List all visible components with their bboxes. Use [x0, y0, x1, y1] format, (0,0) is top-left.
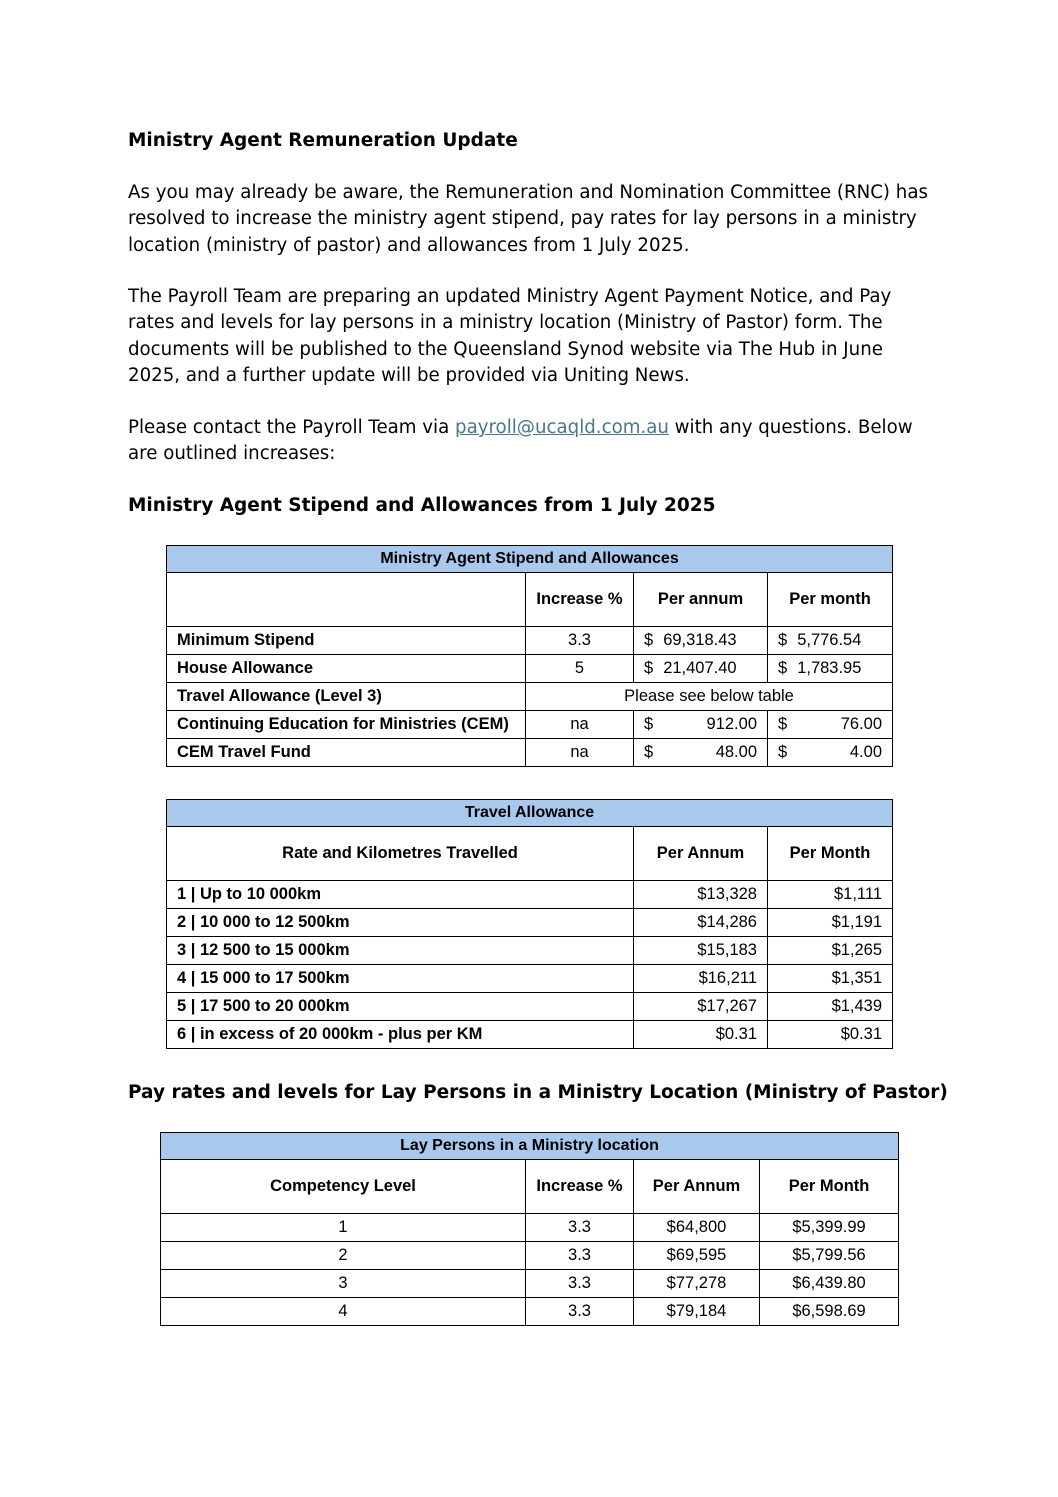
- contact-text: with any questions. Below: [668, 417, 913, 438]
- payroll-line: rates and levels for lay persons in a ministry location (Ministry of Pastor) form. The: [128, 312, 883, 334]
- contact-line: [128, 415, 928, 441]
- rate-cell: 6 | in excess of 20 000km - plus per KM: [167, 1021, 634, 1049]
- table-row: [161, 1242, 899, 1270]
- column-header: Increase %: [526, 1160, 634, 1214]
- per-month-cell: $1,191: [768, 909, 893, 937]
- travel-note-cell: Please see below table: [526, 683, 893, 711]
- column-header: Per annum: [634, 573, 768, 627]
- table-row: [167, 937, 893, 965]
- rate-cell: 4 | 15 000 to 17 500km: [167, 965, 634, 993]
- competency-level-cell: 1: [161, 1214, 526, 1242]
- table-row: [167, 993, 893, 1021]
- increase-cell: na: [526, 711, 634, 739]
- per-month-cell: $5,399.99: [760, 1214, 899, 1242]
- section-heading-lay-persons: Pay rates and levels for Lay Persons in a Ministry Location (Ministry of Pastor): [128, 1082, 948, 1103]
- table-caption: Ministry Agent Stipend and Allowances: [167, 546, 893, 573]
- contact-text: Please contact the Payroll Team via: [128, 417, 456, 438]
- per-annum-cell: $17,267: [634, 993, 768, 1021]
- payroll-line: 2025, and a further update will be provided via Uniting News.: [128, 364, 690, 386]
- per-month-cell: $1,351: [768, 965, 893, 993]
- per-month-cell: $0.31: [768, 1021, 893, 1049]
- table-row: [167, 683, 893, 711]
- table-row: [161, 1214, 899, 1242]
- per-annum-cell: $77,278: [634, 1270, 760, 1298]
- per-annum-cell: $ 21,407.40: [634, 655, 768, 683]
- increase-cell: na: [526, 739, 634, 767]
- per-annum-cell: $64,800: [634, 1214, 760, 1242]
- per-annum-cell: $13,328: [634, 881, 768, 909]
- per-annum-cell: $14,286: [634, 909, 768, 937]
- per-month-cell: $ 5,776.54: [768, 627, 893, 655]
- table-row: [167, 627, 893, 655]
- rate-cell: 2 | 10 000 to 12 500km: [167, 909, 634, 937]
- intro-paragraph: [128, 180, 928, 259]
- intro-line: As you may already be aware, the Remuneration and Nomination Committee (RNC) has: [128, 182, 928, 203]
- competency-level-cell: 2: [161, 1242, 526, 1270]
- page-title: Ministry Agent Remuneration Update: [128, 130, 518, 151]
- per-month-cell: $5,799.56: [760, 1242, 899, 1270]
- per-annum-cell: $ 69,318.43: [634, 627, 768, 655]
- column-header: Rate and Kilometres Travelled: [167, 827, 634, 881]
- row-label: Travel Allowance (Level 3): [167, 683, 526, 711]
- column-header: [167, 573, 526, 627]
- payroll-email-link[interactable]: payroll@ucaqld.com.au: [455, 417, 669, 438]
- payroll-line: The Payroll Team are preparing an updated Ministry Agent Payment Notice, and Pay: [128, 286, 892, 307]
- column-header: Increase %: [526, 573, 634, 627]
- per-annum-cell: $69,595: [634, 1242, 760, 1270]
- increase-cell: 5: [526, 655, 634, 683]
- column-header: Competency Level: [161, 1160, 526, 1214]
- contact-paragraph: [128, 415, 928, 468]
- table-row: [167, 1021, 893, 1049]
- per-month-cell: $6,439.80: [760, 1270, 899, 1298]
- per-annum-cell: $ 48.00: [634, 739, 768, 767]
- table-row: [167, 909, 893, 937]
- contact-line: are outlined increases:: [128, 443, 336, 465]
- column-header: Per month: [768, 573, 893, 627]
- per-annum-cell: $15,183: [634, 937, 768, 965]
- competency-level-cell: 4: [161, 1298, 526, 1326]
- lay-persons-table: [160, 1132, 899, 1326]
- per-annum-cell: $ 912.00: [634, 711, 768, 739]
- per-month-cell: $6,598.69: [760, 1298, 899, 1326]
- table-caption: Lay Persons in a Ministry location: [161, 1133, 899, 1160]
- intro-line: location (ministry of pastor) and allowances from 1 July 2025.: [128, 234, 690, 256]
- rate-cell: 3 | 12 500 to 15 000km: [167, 937, 634, 965]
- row-label: House Allowance: [167, 655, 526, 683]
- stipend-table: [166, 545, 893, 767]
- row-label: Continuing Education for Ministries (CEM): [167, 711, 526, 739]
- per-month-cell: $1,111: [768, 881, 893, 909]
- increase-cell: 3.3: [526, 627, 634, 655]
- row-label: CEM Travel Fund: [167, 739, 526, 767]
- table-row: [161, 1298, 899, 1326]
- rate-cell: 1 | Up to 10 000km: [167, 881, 634, 909]
- payroll-line: documents will be published to the Queensland Synod website via The Hub in June: [128, 338, 883, 360]
- per-month-cell: $1,439: [768, 993, 893, 1021]
- increase-cell: 3.3: [526, 1242, 634, 1270]
- column-header: Per Month: [760, 1160, 899, 1214]
- competency-level-cell: 3: [161, 1270, 526, 1298]
- column-header: Per Month: [768, 827, 893, 881]
- section-heading-stipend: Ministry Agent Stipend and Allowances from 1 July 2025: [128, 495, 716, 516]
- table-row: [167, 655, 893, 683]
- column-header: Per Annum: [634, 827, 768, 881]
- per-month-cell: $ 1,783.95: [768, 655, 893, 683]
- rate-cell: 5 | 17 500 to 20 000km: [167, 993, 634, 1021]
- per-month-cell: $ 4.00: [768, 739, 893, 767]
- intro-line: resolved to increase the ministry agent stipend, pay rates for lay persons in a ministry: [128, 208, 917, 230]
- increase-cell: 3.3: [526, 1298, 634, 1326]
- table-row: [167, 739, 893, 767]
- table-row: [167, 711, 893, 739]
- table-caption: Travel Allowance: [167, 800, 893, 827]
- table-row: [167, 881, 893, 909]
- per-month-cell: $1,265: [768, 937, 893, 965]
- row-label: Minimum Stipend: [167, 627, 526, 655]
- per-annum-cell: $16,211: [634, 965, 768, 993]
- per-annum-cell: $0.31: [634, 1021, 768, 1049]
- increase-cell: 3.3: [526, 1214, 634, 1242]
- per-month-cell: $ 76.00: [768, 711, 893, 739]
- payroll-paragraph: [128, 284, 928, 389]
- increase-cell: 3.3: [526, 1270, 634, 1298]
- table-row: [161, 1270, 899, 1298]
- column-header: Per Annum: [634, 1160, 760, 1214]
- table-row: [167, 965, 893, 993]
- per-annum-cell: $79,184: [634, 1298, 760, 1326]
- travel-allowance-table: [166, 799, 893, 1049]
